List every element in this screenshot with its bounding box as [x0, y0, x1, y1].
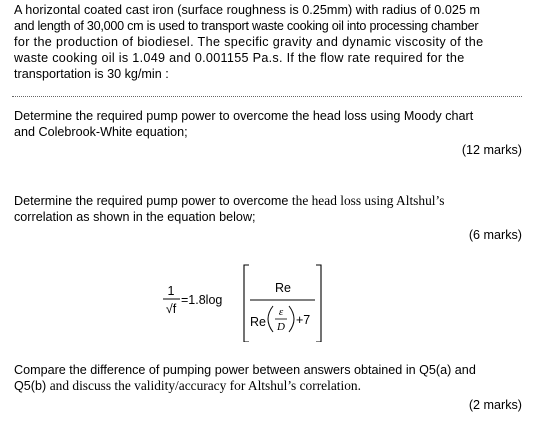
question-c-line-1: Compare the difference of pumping power between answers obtained in Q5(a) and: [14, 363, 476, 377]
left-bracket: [244, 265, 249, 342]
problem-line: for the production of biodiesel. The specific gravity and dynamic viscosity of the: [14, 35, 484, 49]
diameter-symbol: D: [277, 321, 285, 333]
question-c: [14, 362, 522, 394]
question-c-line-2: [14, 378, 522, 394]
epsilon-symbol: ε: [278, 306, 284, 318]
re-numerator: Re: [275, 281, 291, 295]
question-a-line: and Colebrook-White equation;: [14, 125, 188, 139]
question-a: [14, 108, 522, 140]
question-c-serif-text: and discuss the validity/accuracy for Altshul’s correlation.: [49, 378, 361, 393]
problem-line: transportation is 30 kg/min :: [14, 67, 169, 81]
question-c-text: Q5(b): [14, 379, 50, 393]
lhs-denominator: √f: [165, 302, 177, 316]
left-parenthesis: [268, 306, 273, 332]
question-b: [14, 193, 522, 225]
section-divider: [12, 96, 522, 97]
equation-coefficient: =1.8log: [181, 293, 223, 307]
altshul-equation: [150, 262, 330, 342]
right-bracket: [316, 265, 321, 342]
question-b-line-2: correlation as shown in the equation below;: [14, 210, 256, 224]
problem-line: waste cooking oil is 1.049 and 0.001155 Pa.s. If the flow rate required for the: [14, 51, 465, 65]
question-b-text: Determine the required pump power to overcome: [14, 194, 292, 208]
problem-statement: [14, 2, 522, 82]
equation-graphic: [150, 262, 330, 342]
question-b-marks: (6 marks): [468, 228, 522, 242]
re-denominator-prefix: Re: [250, 315, 266, 329]
lhs-numerator: 1: [167, 284, 175, 298]
right-parenthesis: [289, 306, 294, 332]
question-a-marks: (12 marks): [461, 143, 522, 157]
question-b-line-1: [14, 193, 522, 209]
question-b-serif-text: the head loss using Altshul’s: [291, 193, 445, 208]
problem-line: A horizontal coated cast iron (surface roughness is 0.25mm) with radius of 0.025 m: [14, 3, 481, 17]
plus-seven: +7: [296, 313, 311, 327]
problem-line: and length of 30,000 cm is used to transport waste cooking oil into processing chamber: [14, 19, 479, 33]
question-c-marks: (2 marks): [468, 398, 522, 412]
question-a-line: Determine the required pump power to overcome the head loss using Moody chart: [14, 109, 474, 123]
